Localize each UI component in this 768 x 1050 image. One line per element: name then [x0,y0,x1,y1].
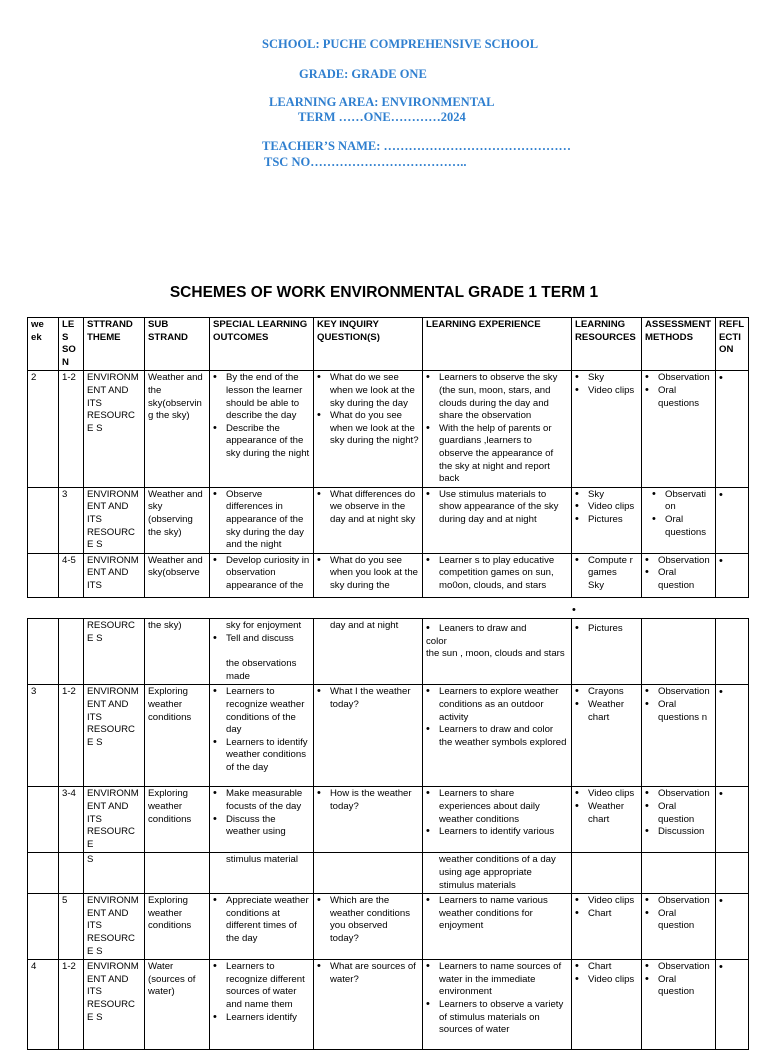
assessment-item: • Observation [645,686,712,699]
questions-cell [314,787,423,853]
grade-line: GRADE: GRADE ONE [299,67,427,81]
resource-item: • Sky [575,372,638,385]
assessment-item: • Oral question [645,908,712,933]
week-cell: 4 [28,960,59,1050]
substrand-cell: Exploring weather conditions [145,787,210,853]
resource-item: • Crayons [575,686,638,699]
outcomes-cell [210,894,314,960]
strand-text: ENVIRONM ENT AND ITS [87,554,139,591]
lesson-cell: 3-4 [59,787,84,853]
experience-item: • Learner s to play educative competition games on sun, mo0on, clouds, and stars [426,555,568,593]
resource-item: • Weather chart [575,699,638,724]
resource-item: Sky [588,579,604,591]
experience-item: • Learners to name sources of water in the immediate environment [426,961,568,999]
reflection-cell [716,853,749,894]
lesson-cell: 1-2 [59,371,84,487]
assessment-cell [642,894,716,960]
bullet-icon: • [572,604,576,616]
outcome-item: • Discuss the weather using [213,814,310,839]
scheme-table-page-2 [27,618,749,1050]
outcomes-cell [210,487,314,553]
experience-cell [423,619,572,685]
assessment-item: • Discussion [645,826,712,839]
week-cell: 3 [28,685,59,787]
substrand-text: Weather and sky(observe [148,554,203,579]
outcomes-cell [210,619,314,685]
assessment-item: • Oral questions n [645,699,712,724]
resources-cell [572,894,642,960]
substrand-cell: Exploring weather conditions [145,894,210,960]
outcomes-cell [210,853,314,894]
outcome-item: • Learners identify [213,1012,310,1025]
reflection-cell [716,487,749,553]
reflection-cell [716,619,749,685]
bullet-icon: • [719,554,723,567]
document-title: SCHEMES OF WORK ENVIRONMENTAL GRADE 1 TERM 1 [169,284,599,301]
col-questions-header: KEY INQUIRY QUESTION(S) [314,318,423,371]
assessment-item: • Oral question [645,567,712,592]
experience-item: • Learners to name various weather conditions for enjoyment [426,895,568,933]
strand-cell: ENVIRONM ENT AND ITS RESOURCE [84,787,145,853]
resources-cell [572,685,642,787]
assessment-item: • Observation [645,372,712,385]
col-experience-header: LEARNING EXPERIENCE [423,318,572,371]
question-text: day and at night [330,620,399,631]
experience-item: • Leaners to draw and [426,623,568,636]
resource-item: • Video clips [575,501,638,514]
substrand-cell [145,553,210,597]
resources-cell [572,487,642,553]
week-cell: 2 [28,371,59,487]
resource-item: • Chart [575,961,638,974]
substrand-cell: Weather and sky (observing the sky) [145,487,210,553]
outcome-item: • Describe the appearance of the sky during the night [213,423,310,461]
substrand-cell: the sky) [145,619,210,685]
strand-cell [84,553,145,597]
resources-cell [572,787,642,853]
reflection-cell [716,960,749,1050]
reflection-cell [716,787,749,853]
experience-item: • Learners to observe the sky (the sun, moon, stars, and clouds during the day and share the observation [426,372,568,422]
experience-cell [423,553,572,597]
resource-item: • Chart [575,908,638,921]
resource-item: • Video clips [575,788,638,801]
table-row [28,553,749,597]
question-item: • What do we see when we look at the sky during the day [317,372,419,410]
bullet-icon: • [719,788,723,801]
outcome-text: stimulus material [226,854,298,866]
questions-cell [314,894,423,960]
bullet-icon: • [719,895,723,908]
table-header-row [28,318,749,371]
outcomes-cell [210,960,314,1050]
strand-cell: RESOURCE S [84,619,145,685]
lesson-cell: 4-5 [59,553,84,597]
lesson-cell: 1-2 [59,960,84,1050]
questions-cell [314,853,423,894]
assessment-item: • Observation [645,895,712,908]
table-row [28,853,749,894]
learning-area-line: LEARNING AREA: ENVIRONMENTAL [269,95,495,109]
table-row [28,487,749,553]
lesson-cell: 3 [59,487,84,553]
strand-cell: S [84,853,145,894]
resource-item: • Video clips [575,385,638,398]
experience-item: • Learners to draw and color the weather symbols explored [426,724,568,749]
lesson-cell [59,853,84,894]
reflection-cell [716,685,749,787]
table-row [28,619,749,685]
experience-text: color the sun , moon, clouds and stars [426,635,565,660]
col-outcomes-header: SPECIAL LEARNING OUTCOMES [210,318,314,371]
table-row [28,685,749,787]
week-cell [28,553,59,597]
experience-cell [423,371,572,487]
week-cell [28,853,59,894]
question-item: • What I the weather today? [317,686,419,711]
resources-cell [572,553,642,597]
week-cell [28,619,59,685]
assessment-item: • Observation [645,555,712,568]
assessment-cell [642,960,716,1050]
question-item: • Which are the weather conditions you observed today? [317,895,419,945]
substrand-cell: Water (sources of water) [145,960,210,1050]
question-item: • How is the weather today? [317,788,419,813]
bullet-icon: • [719,372,723,385]
lesson-cell: 1-2 [59,685,84,787]
strand-cell: ENVIRONM ENT AND ITS RESOURCE S [84,894,145,960]
experience-item: • Learners to identify various [426,826,568,839]
outcomes-cell [210,553,314,597]
school-name: SCHOOL: PUCHE COMPREHENSIVE SCHOOL [262,37,539,51]
questions-cell [314,960,423,1050]
resources-cell [572,853,642,894]
outcomes-cell [210,371,314,487]
outcome-item: • By the end of the lesson the learner should be able to describe the day [213,372,310,422]
bullet-icon: • [719,686,723,699]
assessment-item: • Oral questions [645,385,712,410]
assessment-cell [642,853,716,894]
experience-item: • Learners to share experiences about daily weather conditions [426,788,568,826]
experience-item: • Learners to observe a variety of stimulus materials on sources of water [426,999,568,1037]
outcome-item: • Develop curiosity in observation appearance of the [213,555,310,593]
strand-cell: ENVIRONM ENT AND ITS RESOURCE S [84,960,145,1050]
assessment-cell [642,553,716,597]
week-cell [28,787,59,853]
reflection-cell [716,553,749,597]
assessment-item: • Observation [645,788,712,801]
assessment-cell [642,371,716,487]
questions-cell [314,371,423,487]
bullet-icon: • [719,961,723,974]
experience-text: weather conditions of a day using age appropriate stimulus materials [439,854,556,891]
substrand-cell: Weather and the sky(observin g the sky) [145,371,210,487]
lesson-cell: 5 [59,894,84,960]
col-substrand-header: SUB STRAND [145,318,210,371]
questions-cell [314,619,423,685]
experience-cell [423,685,572,787]
scheme-table-page-1 [27,317,749,598]
tsc-number-line: TSC NO……………………………….. [264,155,467,169]
assessment-item: • Oral questions [652,514,712,539]
col-reflection-header: REFL ECTI ON [716,318,749,371]
question-item: • What differences do we observe in the day and at night sky [317,489,419,527]
outcome-text: the observations made [226,658,297,682]
week-cell [28,894,59,960]
reflection-cell [716,894,749,960]
outcome-item: • Make measurable focusts of the day [213,788,310,813]
questions-cell [314,487,423,553]
col-resources-header: LEARNING RESOURCES [572,318,642,371]
experience-cell [423,894,572,960]
resources-cell [572,619,642,685]
substrand-cell: Exploring weather conditions [145,685,210,787]
questions-cell [314,685,423,787]
col-lesson-header: LES SO N [59,318,84,371]
experience-cell [423,853,572,894]
question-item: • What do you see when we look at the sky during the night? [317,410,419,448]
outcomes-cell [210,685,314,787]
outcome-item: • Learners to identify weather conditions of the day [213,737,310,775]
experience-cell [423,487,572,553]
table-row [28,371,749,487]
table-row [28,894,749,960]
resource-item: • Compute r games [575,555,638,580]
experience-item: • With the help of parents or guardians ,learners to observe the appearance of the sky at night and report back [426,423,568,486]
term-line: TERM ……ONE…………2024 [298,110,466,124]
resource-item: • Pictures [575,514,638,527]
assessment-item: • Observati on [652,489,712,514]
teacher-name-line: TEACHER’S NAME: ……………………………………… [262,139,572,153]
bullet-icon: • [719,488,723,501]
strand-cell: ENVIRONM ENT AND ITS RESOURCE S [84,685,145,787]
questions-cell [314,553,423,597]
experience-item: • Use stimulus materials to show appearance of the sky during day and at night [426,489,568,527]
outcome-item: • Appreciate weather conditions at different times of the day [213,895,310,945]
strand-cell: ENVIRONM ENT AND ITS RESOURCE S [84,371,145,487]
question-item: • What do you see when you look at the sky during the [317,555,419,593]
col-strand-header: STTRAND THEME [84,318,145,371]
col-assessment-header: ASSESSMENT METHODS [642,318,716,371]
assessment-cell [642,619,716,685]
assessment-item: • Observation [645,961,712,974]
reflection-cell [716,371,749,487]
assessment-cell [642,787,716,853]
outcome-item: • Learners to recognize weather conditions of the day [213,686,310,736]
assessment-item: • Oral question [645,801,712,826]
strand-cell: ENVIRONM ENT AND ITS RESOURCE S [84,487,145,553]
outcomes-cell [210,787,314,853]
assessment-item: • Oral question [645,974,712,999]
resource-item: • Pictures [575,623,638,636]
table-row [28,787,749,853]
lesson-cell [59,619,84,685]
resources-cell [572,960,642,1050]
resource-item: • Sky [575,489,638,502]
experience-cell [423,787,572,853]
question-item: • What are sources of water? [317,961,419,986]
resources-cell [572,371,642,487]
week-cell [28,487,59,553]
resource-item: • Video clips [575,895,638,908]
outcome-item: • Tell and discuss [213,633,310,646]
outcome-item: • Learners to recognize different sources of water and name them [213,961,310,1011]
outcome-item: • Observe differences in appearance of the sky during the day and the night [213,489,310,552]
table-row [28,960,749,1050]
experience-item: • Learners to explore weather conditions as an outdoor activity [426,686,568,724]
col-week-header: we ek [28,318,59,371]
resource-item: • Video clips [575,974,638,987]
substrand-cell [145,853,210,894]
assessment-cell [642,487,716,553]
outcome-text: sky for enjoyment [226,620,302,631]
resource-item: • Weather chart [575,801,638,826]
experience-cell [423,960,572,1050]
assessment-cell [642,685,716,787]
